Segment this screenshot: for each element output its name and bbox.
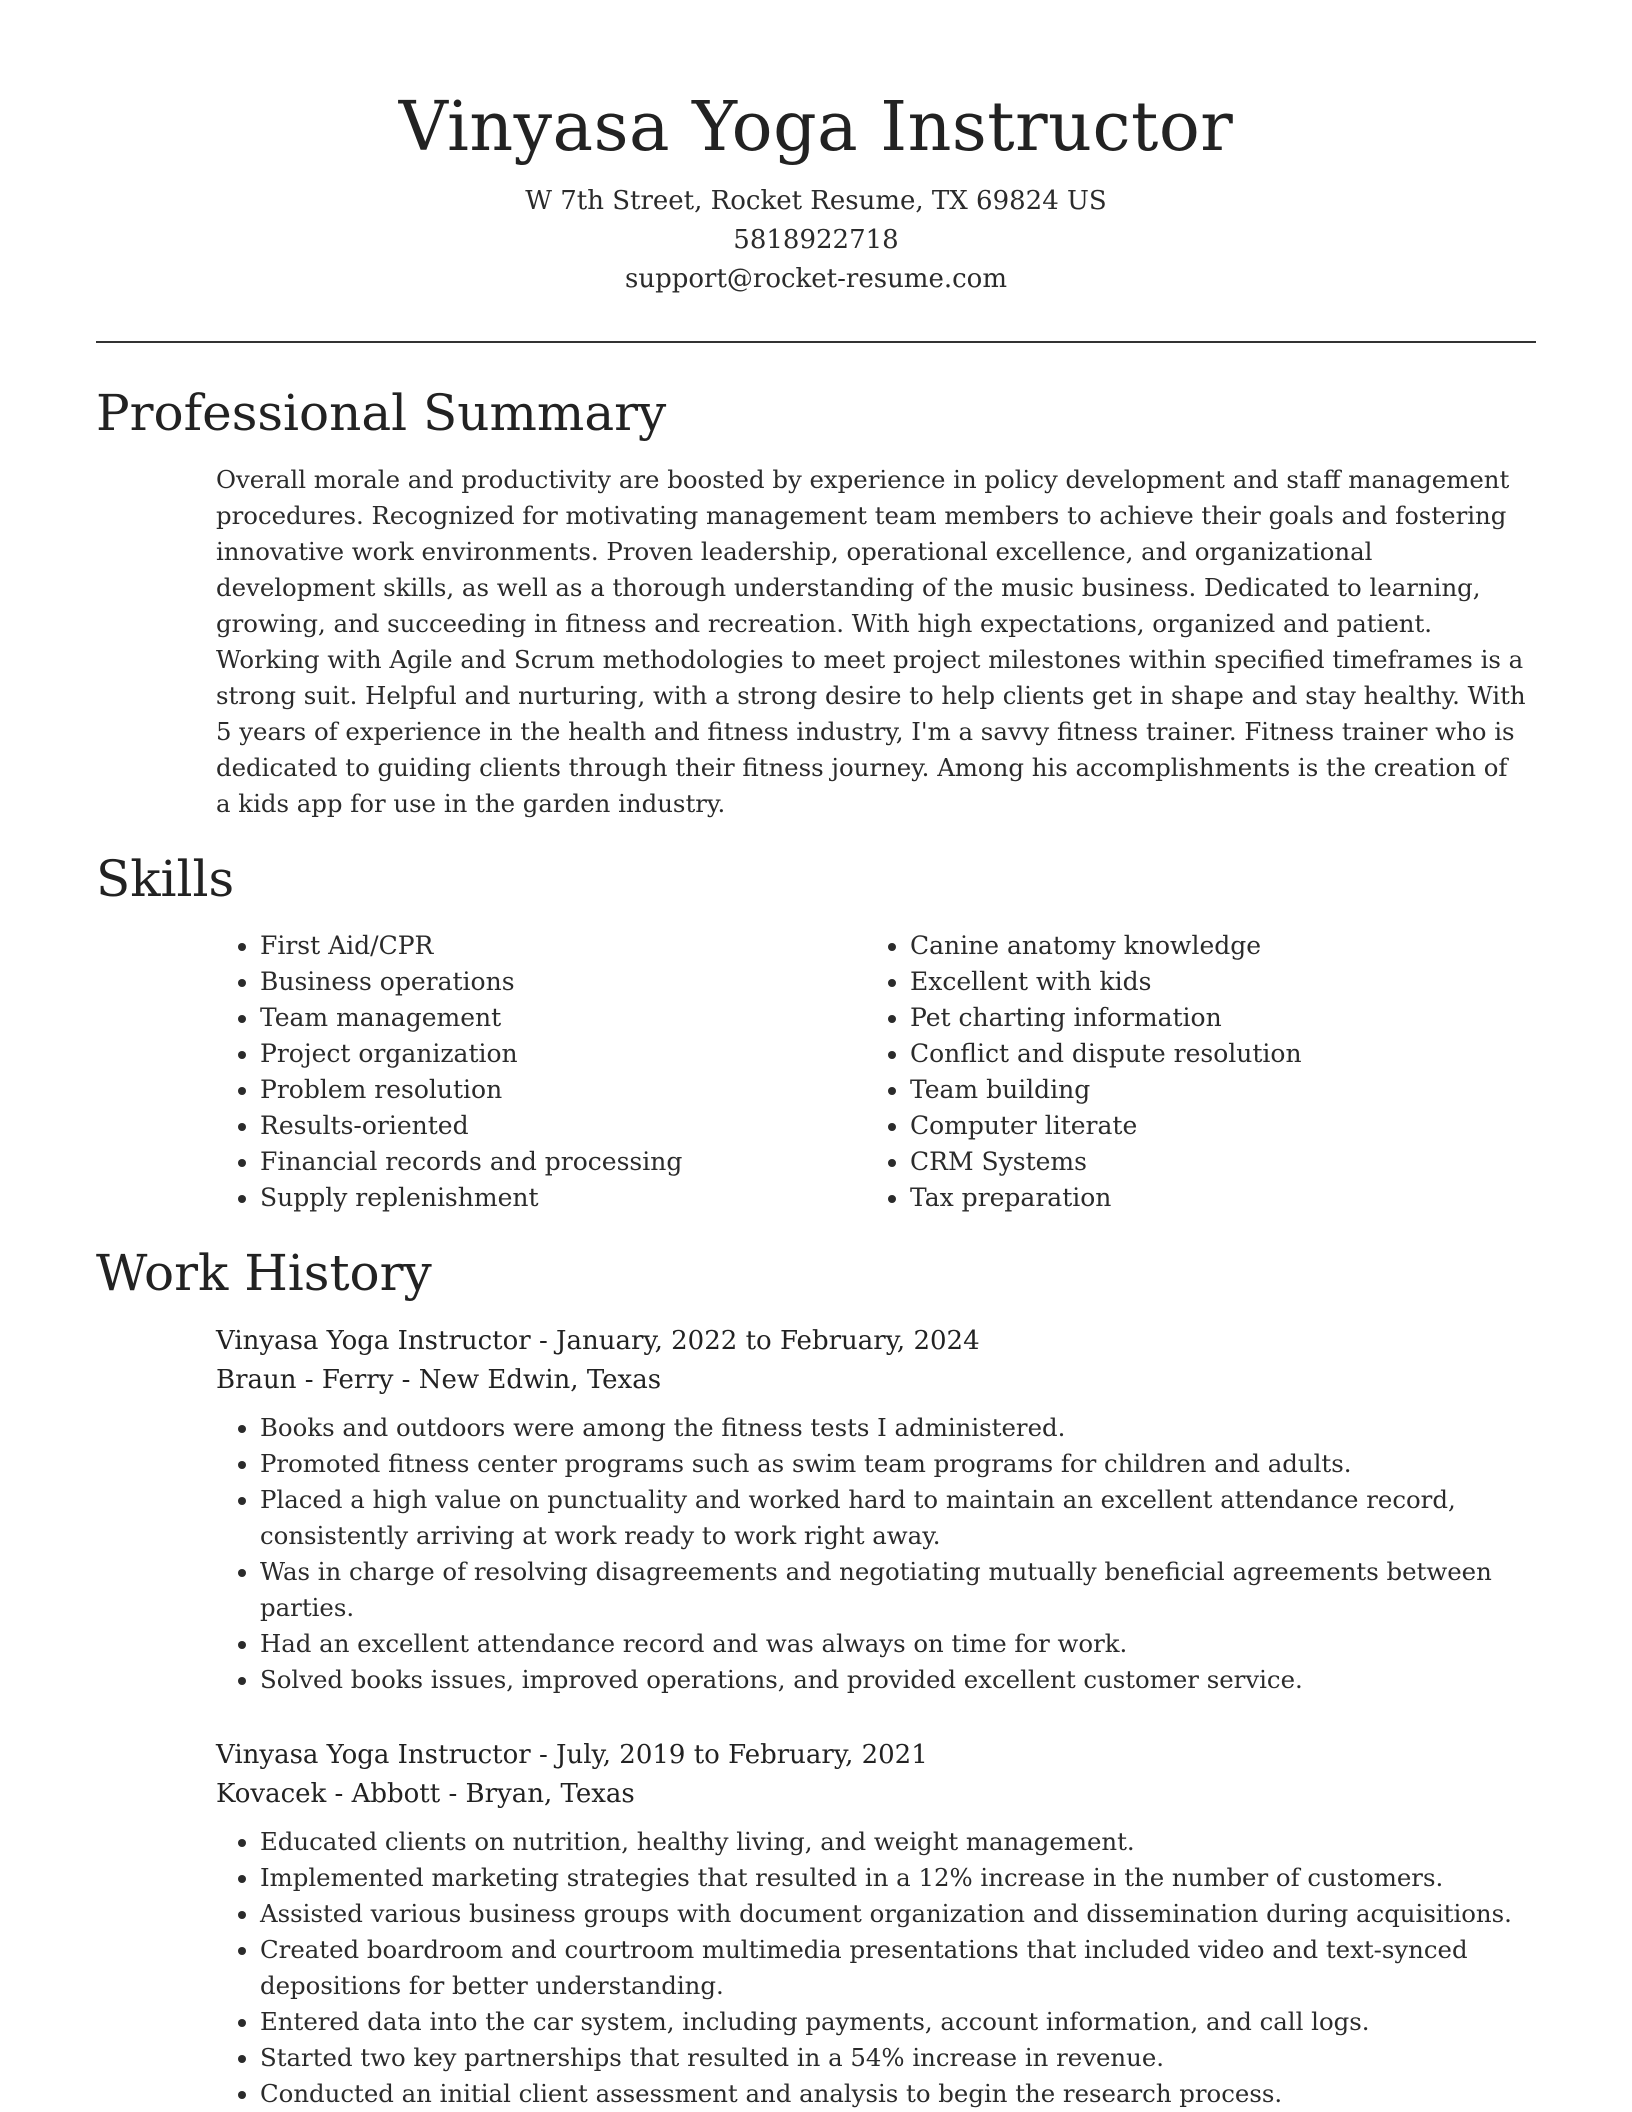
header-divider <box>96 341 1536 343</box>
job-bullet: • Implemented marketing strategies that resulted in a 12% increase in the number of customers. <box>260 1860 1536 1896</box>
job-company: Braun - Ferry - New Edwin, Texas <box>216 1365 662 1395</box>
job-bullet: • Placed a high value on punctuality and worked hard to maintain an excellent attendance record, consistently arriving at work ready to work right away. <box>260 1482 1536 1554</box>
skills-list-right <box>866 928 1516 1216</box>
skill-item: • First Aid/CPR <box>260 928 866 964</box>
work-history-heading: Work History <box>96 1244 432 1302</box>
skill-item: • Excellent with kids <box>910 964 1516 1000</box>
job-bullet: • Educated clients on nutrition, healthy living, and weight management. <box>260 1824 1536 1860</box>
job-bullet: • Books and outdoors were among the fitness tests I administered. <box>260 1410 1536 1446</box>
contact-email: support@rocket-resume.com <box>624 264 1007 294</box>
job-entry <box>216 1322 1536 1698</box>
job-entry <box>216 1736 1536 2112</box>
skills-heading: Skills <box>96 850 235 908</box>
summary-heading: Professional Summary <box>96 384 667 442</box>
skill-item: • Supply replenishment <box>260 1180 866 1216</box>
job-bullets <box>216 1410 1536 1698</box>
skill-item: • Problem resolution <box>260 1072 866 1108</box>
skill-item: • Financial records and processing <box>260 1144 866 1180</box>
job-bullet: • Started two key partnerships that resulted in a 54% increase in revenue. <box>260 2040 1536 2076</box>
skill-item: • Business operations <box>260 964 866 1000</box>
skill-item: • Computer literate <box>910 1108 1516 1144</box>
job-bullet: • Entered data into the car system, including payments, account information, and call logs. <box>260 2004 1536 2040</box>
job-title: Vinyasa Yoga Instructor - January, 2022 to February, 2024 <box>216 1326 980 1356</box>
job-title: Vinyasa Yoga Instructor - July, 2019 to February, 2021 <box>216 1740 928 1770</box>
job-company: Kovacek - Abbott - Bryan, Texas <box>216 1779 635 1809</box>
skill-item: • Results-oriented <box>260 1108 866 1144</box>
job-bullet: • Created boardroom and courtroom multimedia presentations that included video and text-synced depositions for better understanding. <box>260 1932 1536 2004</box>
job-bullet: • Promoted fitness center programs such as swim team programs for children and adults. <box>260 1446 1536 1482</box>
skill-item: • Team building <box>910 1072 1516 1108</box>
skills-list-left <box>216 928 866 1216</box>
skill-item: • Pet charting information <box>910 1000 1516 1036</box>
job-bullet: • Had an excellent attendance record and was always on time for work. <box>260 1626 1536 1662</box>
summary-text: Overall morale and productivity are boosted by experience in policy development and staff management procedures. Recognized for motivating management team members to achieve their goals and fostering innovative work environments. Proven leadership, operational excellence, and organizational development skills, as well as a thorough understanding of the music business. Dedicated to learning, growing, and succeeding in fitness and recreation. With high expectations, organized and patient. Working with Agile and Scrum methodologies to meet project milestones within specified timeframes is a strong suit. Helpful and nurturing, with a strong desire to help clients get in shape and stay healthy. With 5 years of experience in the health and fitness industry, I'm a savvy fitness trainer. Fitness trainer who is dedicated to guiding clients through their fitness journey. Among his accomplishments is the creation of a kids app for use in the garden industry. <box>216 465 1526 818</box>
contact-block <box>0 182 1632 299</box>
resume-header <box>0 0 1632 299</box>
skill-item: • Team management <box>260 1000 866 1036</box>
skill-item: • CRM Systems <box>910 1144 1516 1180</box>
skill-item: • Conflict and dispute resolution <box>910 1036 1516 1072</box>
skill-item: • Project organization <box>260 1036 866 1072</box>
job-bullets <box>216 1824 1536 2112</box>
job-bullet: • Solved books issues, improved operations, and provided excellent customer service. <box>260 1662 1536 1698</box>
job-bullet: • Assisted various business groups with document organization and dissemination during acquisitions. <box>260 1896 1536 1932</box>
job-bullet: • Was in charge of resolving disagreements and negotiating mutually beneficial agreements between parties. <box>260 1554 1536 1626</box>
skill-item: • Canine anatomy knowledge <box>910 928 1516 964</box>
skill-item: • Tax preparation <box>910 1180 1516 1216</box>
job-bullet: • Conducted an initial client assessment and analysis to begin the research process. <box>260 2076 1536 2112</box>
contact-phone: 5818922718 <box>733 225 899 255</box>
contact-address: W 7th Street, Rocket Resume, TX 69824 US <box>525 186 1107 216</box>
candidate-name: Vinyasa Yoga Instructor <box>398 88 1234 167</box>
skills-columns <box>216 928 1536 1216</box>
